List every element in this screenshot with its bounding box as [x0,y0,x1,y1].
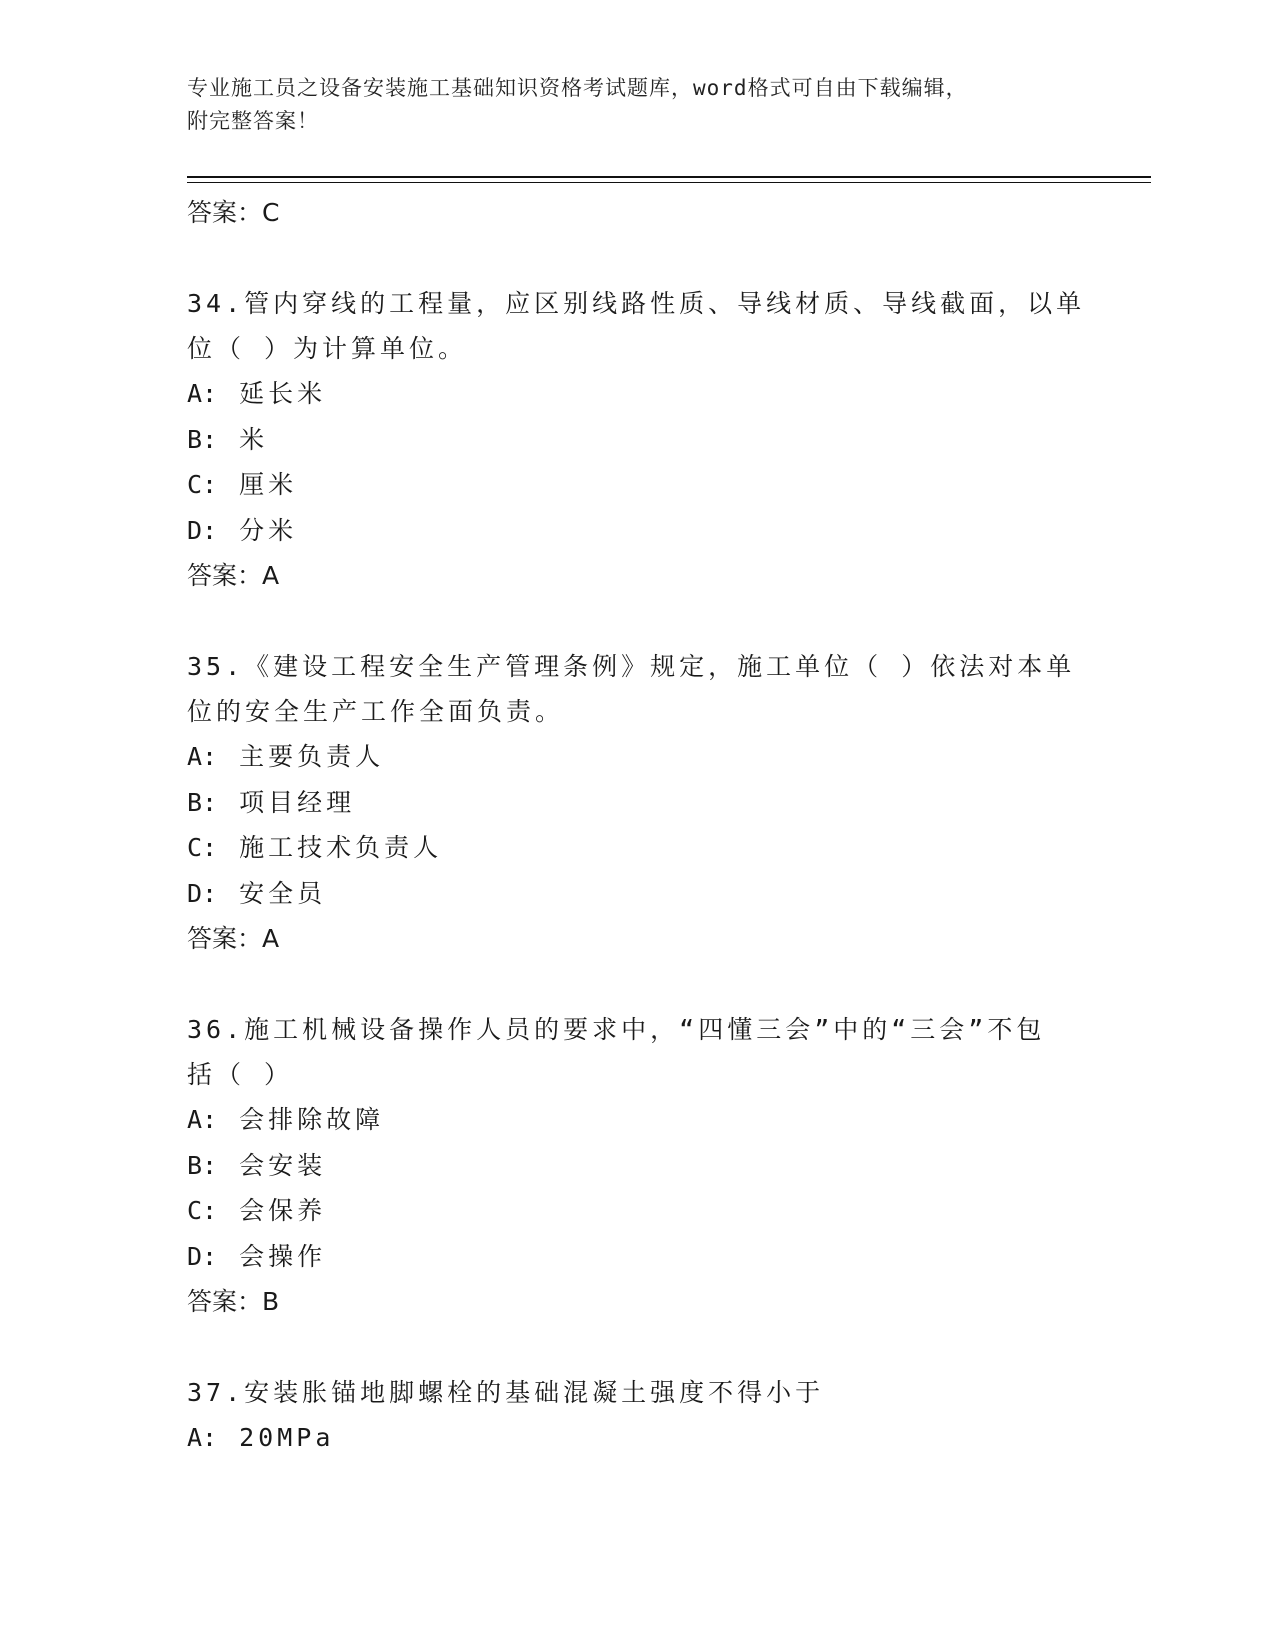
option-key: C: [187,833,218,862]
question-block [187,1370,1087,1461]
option-key: A: [187,379,218,408]
option-key: A: [187,742,218,771]
option-text: 会操作 [239,1241,327,1271]
option-d [187,871,1087,917]
question-text: 36.施工机械设备操作人员的要求中，“四懂三会”中的“三会”不包 [187,1015,1046,1044]
option-a [187,371,1087,417]
option-text: 会安装 [239,1150,327,1180]
question-block [187,281,1087,598]
option-a [187,734,1087,780]
header-line-1: 专业施工员之设备安装施工基础知识资格考试题库，word格式可自由下载编辑， [187,76,968,100]
option-text: 安全员 [239,878,327,908]
option-key: B: [187,1150,218,1180]
header-line-2: 附完整答案！ [187,109,319,133]
option-a [187,1097,1087,1143]
option-b [187,417,1087,463]
question-block [187,1007,1087,1324]
option-text: 20MPa [239,1423,335,1452]
option-d [187,508,1087,554]
option-key: A: [187,1105,218,1134]
question-text: 位的安全生产工作全面负责。 [187,697,565,726]
header-divider-thick [187,176,1151,178]
question-list [187,190,1087,1461]
spacer [187,598,1087,644]
header-divider-thin [187,182,1151,183]
option-key: D: [187,878,218,908]
option-text: 延长米 [239,379,327,408]
answer-line: 答案：A [187,561,280,590]
spacer [187,1324,1087,1370]
question-text: 位（ ）为计算单位。 [187,334,468,363]
option-c [187,825,1087,871]
spacer [187,961,1087,1007]
document-header [187,72,1087,138]
question-text: 括（ ） [187,1060,294,1089]
answer-line: 答案：C [187,198,280,227]
option-key: D: [187,515,218,545]
option-text: 主要负责人 [239,742,385,771]
option-text: 项目经理 [239,787,356,817]
answer-line: 答案：A [187,924,280,953]
answer-line: 答案：B [187,1287,280,1316]
spacer [187,235,1087,281]
option-d [187,1234,1087,1280]
option-text: 施工技术负责人 [239,833,443,862]
option-text: 厘米 [239,470,298,499]
question-text: 37.安装胀锚地脚螺栓的基础混凝土强度不得小于 [187,1378,825,1407]
option-c [187,1188,1087,1234]
option-key: D: [187,1241,218,1271]
option-key: C: [187,1196,218,1225]
option-key: C: [187,470,218,499]
option-b [187,1143,1087,1189]
question-text: 35.《建设工程安全生产管理条例》规定，施工单位（ ）依法对本单 [187,652,1076,681]
option-key: B: [187,424,218,454]
option-b [187,780,1087,826]
option-key: B: [187,787,218,817]
option-text: 米 [239,424,269,454]
option-a [187,1415,1087,1461]
option-c [187,462,1087,508]
option-text: 会保养 [239,1196,327,1225]
option-text: 分米 [239,515,298,545]
option-key: A: [187,1423,218,1452]
question-text: 34.管内穿线的工程量，应区别线路性质、导线材质、导线截面，以单 [187,289,1086,318]
option-text: 会排除故障 [239,1105,385,1134]
question-block [187,644,1087,961]
